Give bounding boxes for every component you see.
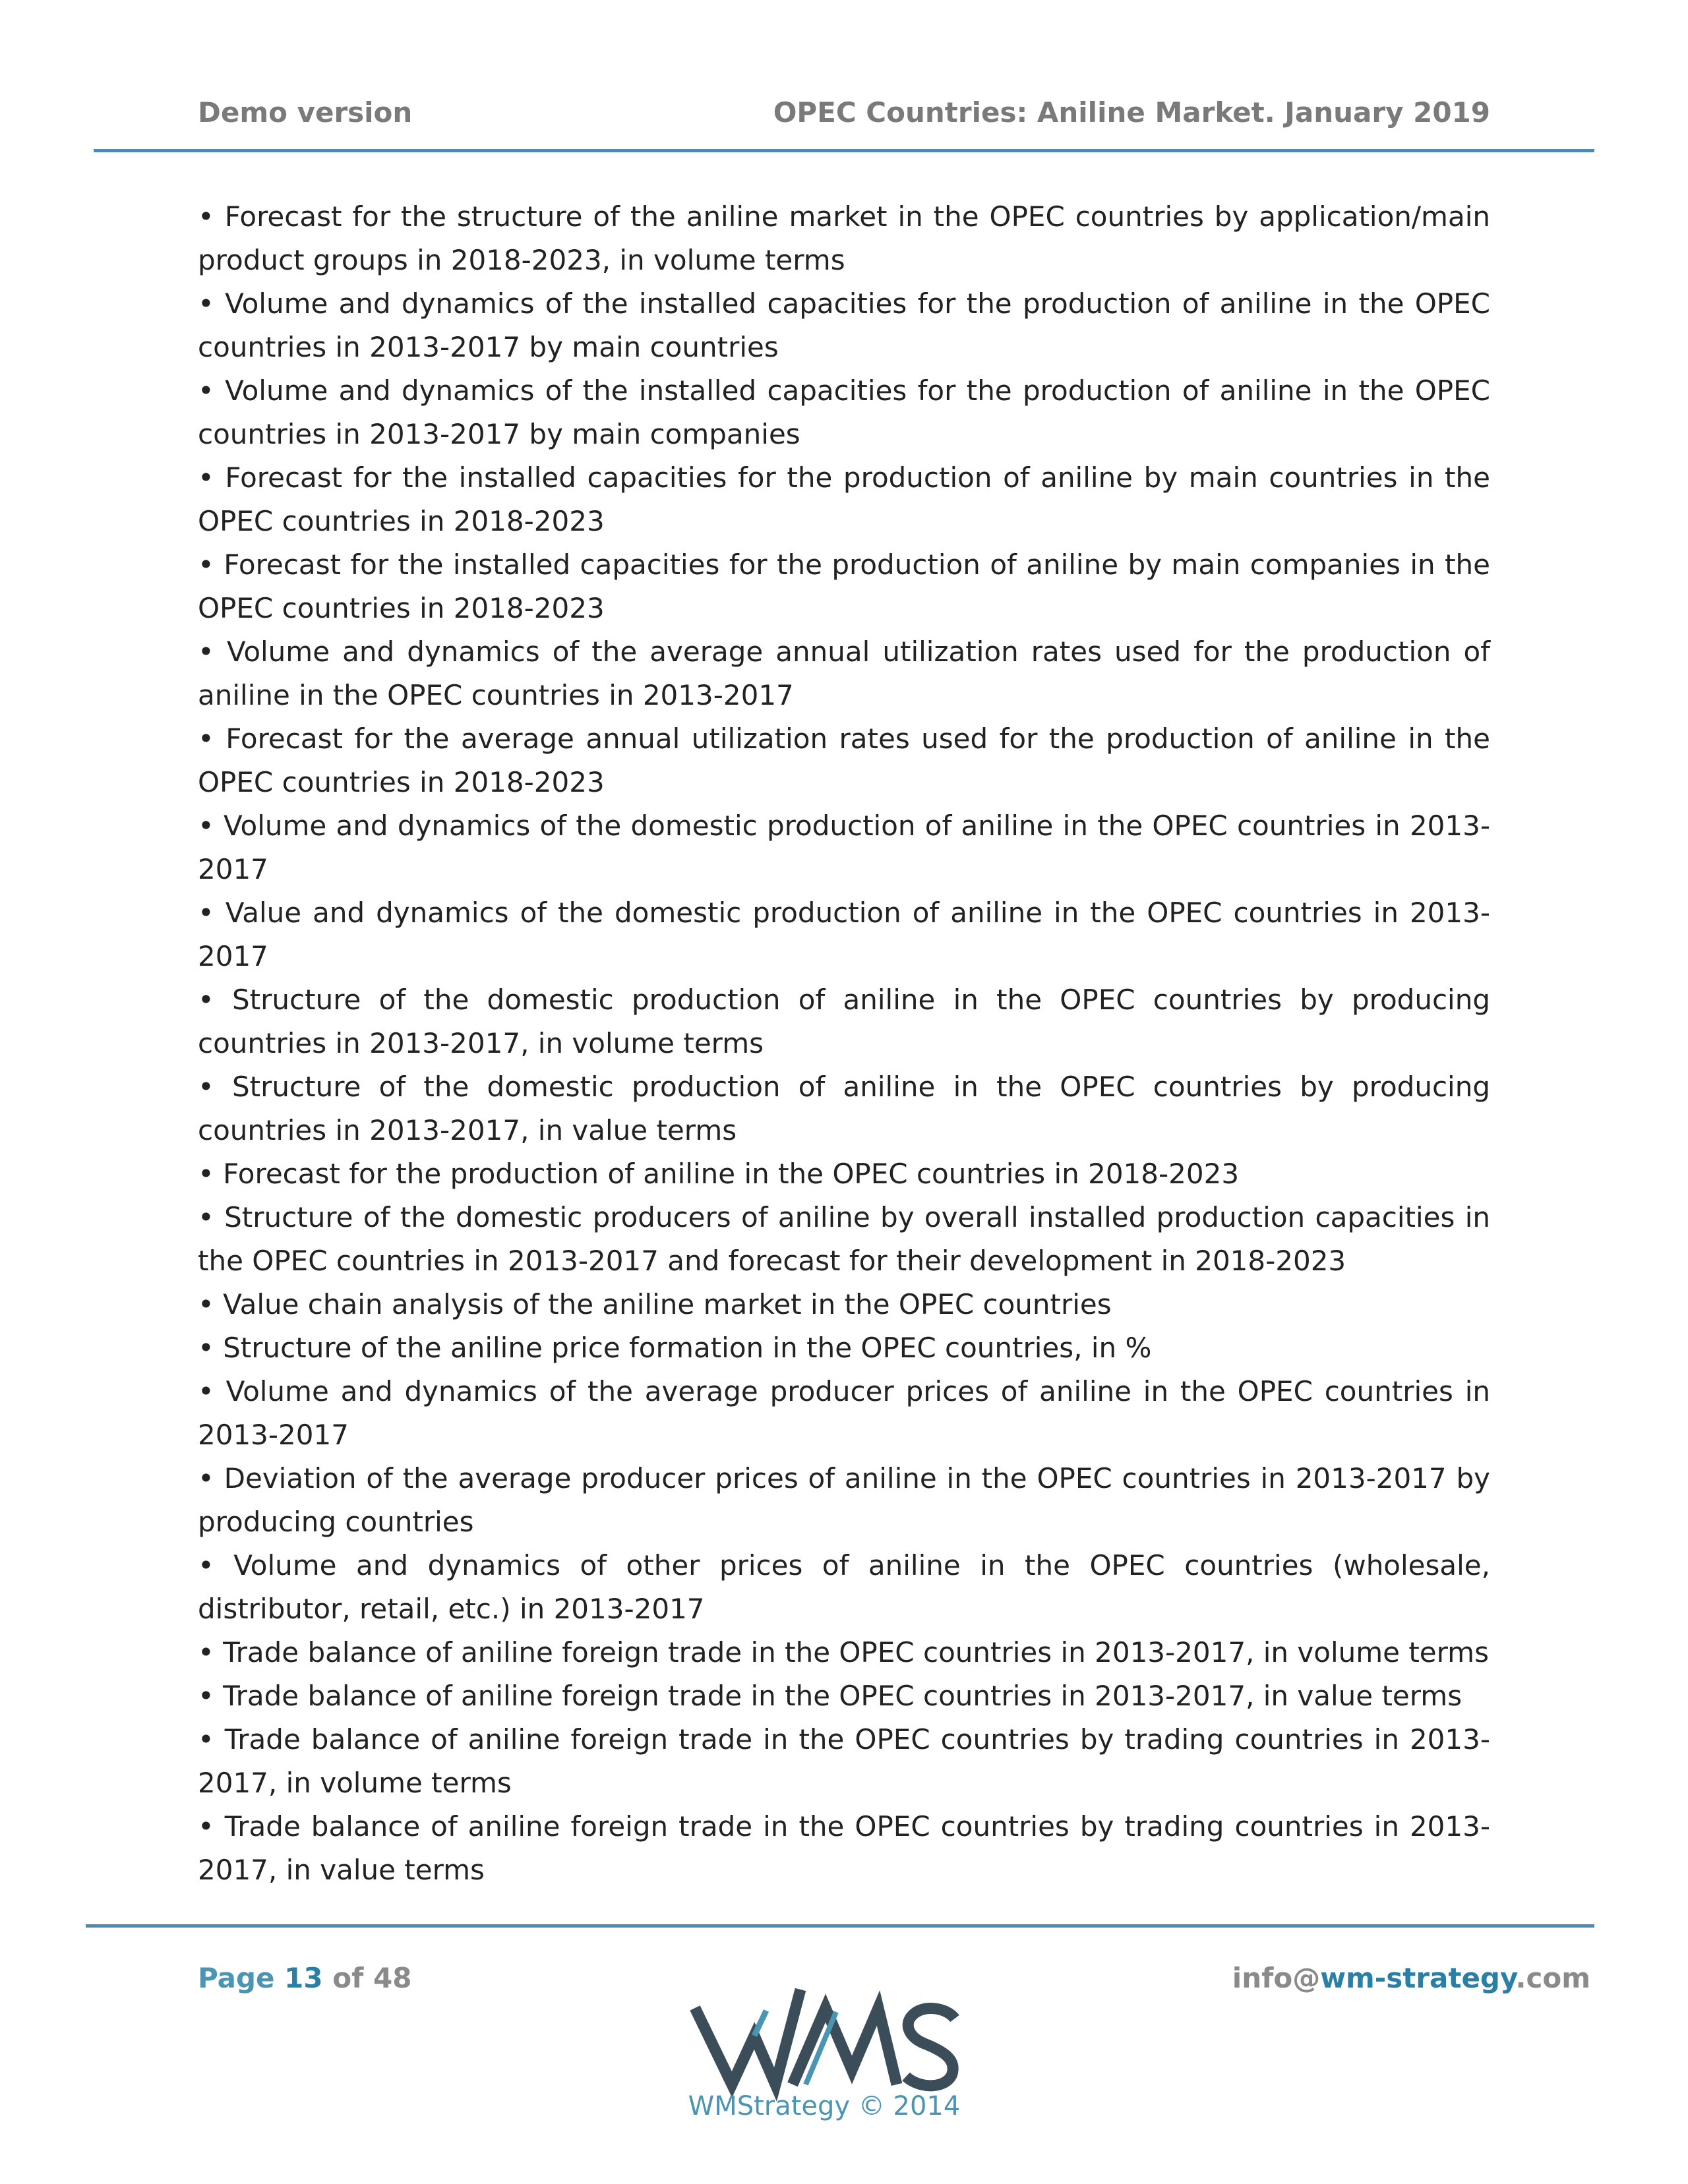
page-total: 48 [373, 1962, 412, 1994]
list-item: • Volume and dynamics of the installed capacities for the production of aniline in the OPEC countries in 2013-2017 by main countries [198, 287, 1490, 363]
list-item: • Volume and dynamics of the domestic production of aniline in the OPEC countries in 2013-2017 [198, 810, 1490, 885]
list-item: • Volume and dynamics of the average annual utilization rates used for the production of aniline in the OPEC countries in 2013-2017 [198, 635, 1490, 711]
document-title: OPEC Countries: Aniline Market. January 2019 [773, 96, 1490, 129]
list-item: • Forecast for the structure of the aniline market in the OPEC countries by application/main product groups in 2018-2023, in volume terms [198, 200, 1490, 276]
list-item: • Structure of the domestic production of aniline in the OPEC countries by producing countries in 2013-2017, in volume terms [198, 984, 1490, 1059]
list-item: • Forecast for the installed capacities for the production of aniline by main companies in the OPEC countries in 2018-2023 [198, 548, 1490, 624]
email-user: info@ [1232, 1962, 1321, 1994]
list-item: • Forecast for the average annual utilization rates used for the production of aniline in the OPEC countries in 2018-2023 [198, 723, 1490, 798]
list-item: • Volume and dynamics of other prices of aniline in the OPEC countries (wholesale, distributor, retail, etc.) in 2013-2017 [198, 1549, 1490, 1625]
page-number [198, 1962, 411, 1994]
list-item: • Volume and dynamics of the installed capacities for the production of aniline in the OPEC countries in 2013-2017 by main companies [198, 374, 1490, 450]
list-item: • Structure of the aniline price formation in the OPEC countries, in % [198, 1332, 1152, 1364]
list-item: • Trade balance of aniline foreign trade in the OPEC countries in 2013-2017, in volume terms [198, 1636, 1489, 1668]
list-item: • Trade balance of aniline foreign trade in the OPEC countries by trading countries in 2013-2017, in volume terms [198, 1723, 1490, 1799]
page-header [198, 96, 1490, 129]
list-item: • Structure of the domestic production of aniline in the OPEC countries by producing countries in 2013-2017, in value terms [198, 1071, 1490, 1146]
list-item: • Structure of the domestic producers of aniline by overall installed production capacities in the OPEC countries in 2013-2017 and forecast for their development in 2018-2023 [198, 1201, 1490, 1277]
header-left-label: Demo version [198, 96, 413, 129]
list-item: • Value and dynamics of the domestic production of aniline in the OPEC countries in 2013-2017 [198, 897, 1490, 972]
header-divider [94, 149, 1594, 152]
page-label: Page [198, 1962, 275, 1994]
list-item: • Deviation of the average producer prices of aniline in the OPEC countries in 2013-2017 by producing countries [198, 1462, 1490, 1538]
page-of-label: of [332, 1962, 364, 1994]
list-item: • Forecast for the installed capacities for the production of aniline by main countries in the OPEC countries in 2018-2023 [198, 461, 1490, 537]
list-item: • Value chain analysis of the aniline market in the OPEC countries [198, 1288, 1112, 1320]
email-domain: wm-strategy [1320, 1962, 1516, 1994]
footer-divider [86, 1924, 1594, 1928]
list-item: • Trade balance of aniline foreign trade in the OPEC countries by trading countries in 2013-2017, in value terms [198, 1810, 1490, 1886]
email-tld: .com [1515, 1962, 1590, 1994]
list-item: • Forecast for the production of aniline in the OPEC countries in 2018-2023 [198, 1158, 1240, 1190]
bullet-list [198, 195, 1490, 1892]
contact-email[interactable] [1232, 1962, 1590, 1994]
page-current: 13 [284, 1962, 323, 1994]
list-item: • Trade balance of aniline foreign trade in the OPEC countries in 2013-2017, in value terms [198, 1680, 1462, 1712]
logo-caption: WMStrategy © 2014 [688, 2091, 961, 2121]
list-item: • Volume and dynamics of the average producer prices of aniline in the OPEC countries in 2013-2017 [198, 1375, 1490, 1451]
